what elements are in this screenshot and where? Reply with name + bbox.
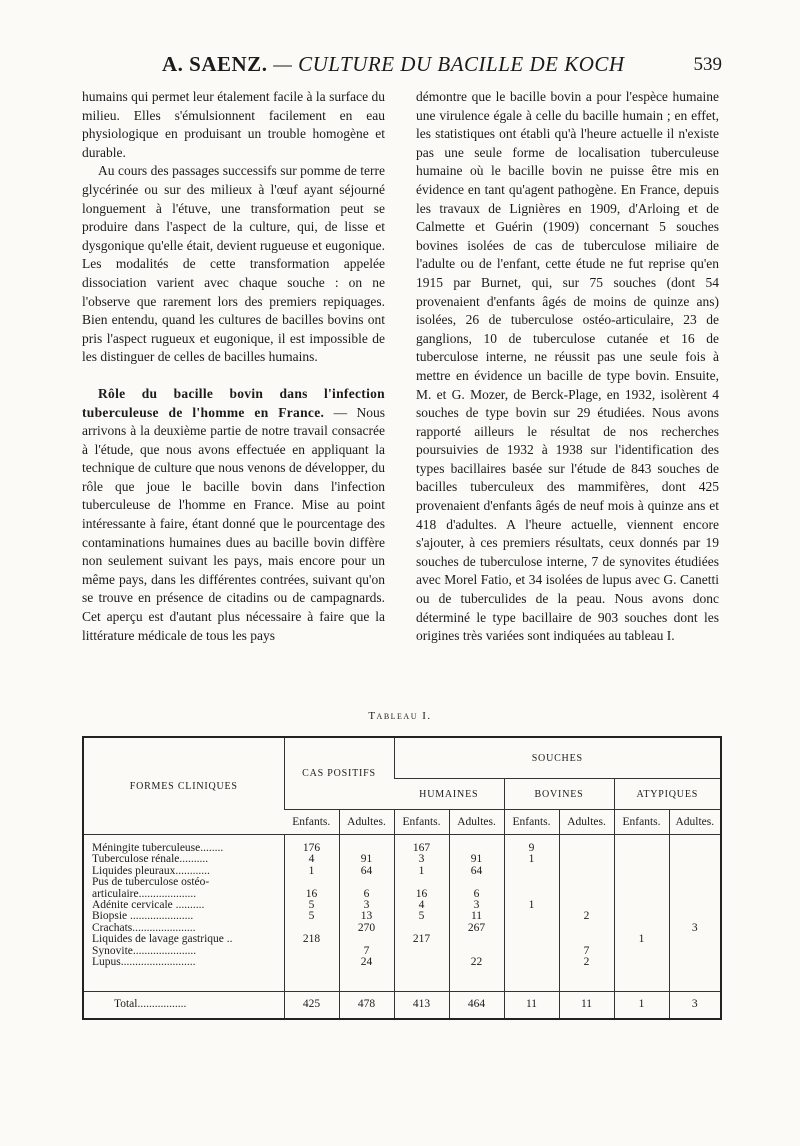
col-bovines-adultes — [559, 835, 614, 992]
row-labels-cell — [84, 835, 284, 992]
header-adultes: Adultes. — [339, 810, 394, 835]
cell: 176 — [302, 842, 321, 854]
cell: 217 — [412, 933, 431, 946]
col-humaines-adultes — [449, 835, 504, 992]
header-adultes: Adultes. — [449, 810, 504, 835]
header-adultes: Adultes. — [669, 810, 720, 835]
cell: 270 — [357, 921, 376, 934]
cell — [673, 934, 718, 945]
col-cas-adultes — [339, 835, 394, 992]
total-cell: 413 — [394, 992, 449, 1019]
cell: 3 — [691, 921, 698, 934]
cell: 64 — [470, 864, 483, 877]
paragraph: démontre que le bacille bovin a pour l'espèce humaine une virulence égale à celle du bacille humain ; en effet, les statistiques ont établi qu'à l'heure actuelle il n'existe pas une seule forme de localisation tuberculeuse humaine où le bacille bovin ne puisse être mis en évidence en tant qu'agent pathogène. En France, depuis les travaux de Lignières en 1909, d'Arloing et de Calmette et Guérin (1909) concernant 5 souches bovines isolées de cas de tuberculose miliaire de l'adulte ou de l'enfant, cette étude ne fut reprise qu'en 1915 par Burnet, qui, sur 75 souches (dont 54 provenaient d'enfants âgés de moins de quinze ans) isolées, 26 de tuberculose ostéo-articulaire, 23 de ganglions, 10 de tuberculose cutanée et 16 de tuberculose interne, ne réussit pas une seule fois à mettre en évidence un bacille de type bovin. Ensuite, M. et G. Mozer, de Berck-Plage, en 1932, isolèrent 4 souches de type bovin sur 29 étudiées. Nous avons rapporté ailleurs le résultat de nos recherches poursuivies de 1932 à 1938 sur l'identification des types bacillaires basée sur l'étude de 843 souches de bacilles tuberculeux des mammifères, dont 425 provenaient d'enfants âgés de neuf mois à quinze ans et 418 d'adultes. A l'heure actuelle, viennent encore s'ajouter, à ces premiers résultats, ceux donnés par 19 souches de tuberculose interne, 7 de synovites étudiées avec Morel Fatio, et 34 isolées de lupus avec G. Canetti ou de tuberculides de la peau. Nous avons donc déterminé le type bacillaire de 903 souches dont les origines très variées sont indiquées au tableau I. — [416, 89, 719, 644]
left-column — [82, 88, 385, 645]
cell — [508, 866, 556, 877]
section-paragraph — [82, 385, 385, 645]
cell — [618, 957, 666, 968]
right-column — [416, 88, 719, 646]
row-label: Tuberculose rénale.......... — [92, 853, 209, 866]
cell — [508, 934, 556, 945]
cell — [673, 957, 718, 968]
cell: 7 — [363, 944, 370, 957]
header-atypiques: ATYPIQUES — [614, 779, 720, 810]
cell: 267 — [467, 921, 486, 934]
paragraph-text: — Nous arrivons à la deuxième partie de notre travail consacrée à l'étude, que nous avons effectuée en appliquant la technique de culture que nous venons de développer, du rôle que joue le bacille bovin dans l'infection tuberculeuse de l'homme en France. Mise au point intéressante à faire, étant donné que le pourcentage des contaminations humaines dues au bacille bovin diffère non seulement suivant les pays, mais encore pour un même pays, dans les différentes contrées, suivant qu'on se trouve en présence de citadins ou de campagnards. Cet aperçu est d'autant plus nécessaire à faire que la littérature médicale de tous les pays — [82, 404, 385, 643]
section-title: Rôle du bacille bovin dans l'infection tuberculeuse de l'homme en France. — [82, 385, 385, 420]
row-label: Pus de tuberculose ostéo-articulaire.................... — [92, 876, 210, 900]
cell: 3 — [418, 853, 425, 866]
cell: 1 — [308, 864, 315, 877]
cell — [563, 866, 611, 877]
total-cell: 425 — [284, 992, 339, 1019]
cell: 16 — [415, 887, 428, 900]
cell: 13 — [360, 910, 373, 923]
running-title-text: — CULTURE DU BACILLE DE KOCH — [273, 52, 625, 76]
col-bovines-enfants — [504, 835, 559, 992]
row-label: Adénite cervicale .......... — [92, 899, 205, 912]
header-cas-positifs: CAS POSITIFS — [284, 738, 394, 810]
cell: 3 — [473, 899, 480, 912]
cell: 1 — [638, 933, 645, 946]
cell: 6 — [473, 887, 480, 900]
total-cell: 11 — [504, 992, 559, 1019]
cell — [618, 866, 666, 877]
row-label: Liquides pleuraux............ — [92, 864, 210, 877]
cell: 24 — [360, 956, 373, 969]
page-number: 539 — [693, 54, 722, 75]
cell: 5 — [418, 910, 425, 923]
header-enfants: Enfants. — [614, 810, 669, 835]
table-total-row — [84, 992, 720, 1019]
cell: 1 — [528, 899, 535, 912]
header-formes-cliniques: FORMES CLINIQUES — [129, 780, 238, 792]
cell: 6 — [363, 887, 370, 900]
cell: 218 — [302, 933, 321, 946]
cell: 22 — [470, 956, 483, 969]
cell — [398, 957, 446, 968]
cell — [563, 934, 611, 945]
running-title-author: A. SAENZ. — [162, 52, 268, 76]
cell: 91 — [470, 853, 483, 866]
header-bovines: BOVINES — [504, 779, 614, 810]
cell: 2 — [583, 910, 590, 923]
total-cell: 11 — [559, 992, 614, 1019]
paragraph: Au cours des passages successifs sur pomme de terre glycérinée ou sur des milieux à l'œuf ayant séjourné longuement à l'étuve, une transformation peut se produire dans l'aspect de la culture, qui, de lisse et dysgonique qu'elle était, devient rugueuse et eugonique. Les modalités de cette transformation appelée dissociation varient avec chaque souche : on ne l'observe que rarement lors des premiers repiquages. Bien entendu, quand les cultures de bacilles bovins ont pris l'aspect rugueux et eugonique, il est impossible de les distinguer de celles de bacilles humains. — [82, 163, 385, 365]
cell: 167 — [412, 842, 431, 854]
total-cell: 478 — [339, 992, 394, 1019]
cell: 5 — [308, 910, 315, 923]
cell — [508, 957, 556, 968]
section-spacer — [82, 367, 385, 385]
col-humaines-enfants — [394, 835, 449, 992]
cell: 91 — [360, 853, 373, 866]
row-label: Crachats...................... — [92, 921, 196, 934]
cell: 16 — [305, 887, 318, 900]
table — [84, 738, 720, 1018]
cell — [453, 934, 501, 945]
col-cas-enfants — [284, 835, 339, 992]
total-cell: 1 — [614, 992, 669, 1019]
col-atypiques-adultes — [669, 835, 720, 992]
cell: 3 — [363, 899, 370, 912]
cell: 1 — [418, 864, 425, 877]
cell: 9 — [528, 842, 535, 854]
col-atypiques-enfants — [614, 835, 669, 992]
cell — [343, 934, 391, 945]
cell: 2 — [583, 956, 590, 969]
cell — [673, 866, 718, 877]
table-body-row — [84, 835, 720, 992]
cell: 4 — [308, 853, 315, 866]
header-souches: SOUCHES — [394, 738, 720, 779]
row-label: Synovite...................... — [92, 944, 197, 957]
header-enfants: Enfants. — [284, 810, 339, 835]
paragraph: humains qui permet leur étalement facile à la surface du milieu. Elles s'émulsionnent facilement en eau physiologique en produisant un trouble homogène et durable. — [82, 89, 385, 160]
row-label: Biopsie ...................... — [92, 910, 194, 923]
running-title — [162, 52, 625, 77]
row-label: Méningite tuberculeuse........ — [92, 842, 224, 854]
cell: 7 — [583, 944, 590, 957]
header-humaines: HUMAINES — [394, 779, 504, 810]
total-cell: 464 — [449, 992, 504, 1019]
total-cell: 3 — [669, 992, 720, 1019]
cell: 5 — [308, 899, 315, 912]
cell: 1 — [528, 853, 535, 866]
cell: 11 — [470, 910, 483, 923]
cell — [288, 957, 336, 968]
header-adultes: Adultes. — [559, 810, 614, 835]
row-label: Lupus.......................... — [92, 956, 196, 969]
cell: 4 — [418, 899, 425, 912]
page-header — [82, 52, 722, 86]
cell: 64 — [360, 864, 373, 877]
row-label: Liquides de lavage gastrique .. — [92, 933, 233, 946]
total-label: Total................. — [84, 992, 284, 1019]
header-enfants: Enfants. — [504, 810, 559, 835]
header-enfants: Enfants. — [394, 810, 449, 835]
data-table — [82, 736, 722, 1020]
table-caption: Tableau I. — [368, 710, 432, 722]
